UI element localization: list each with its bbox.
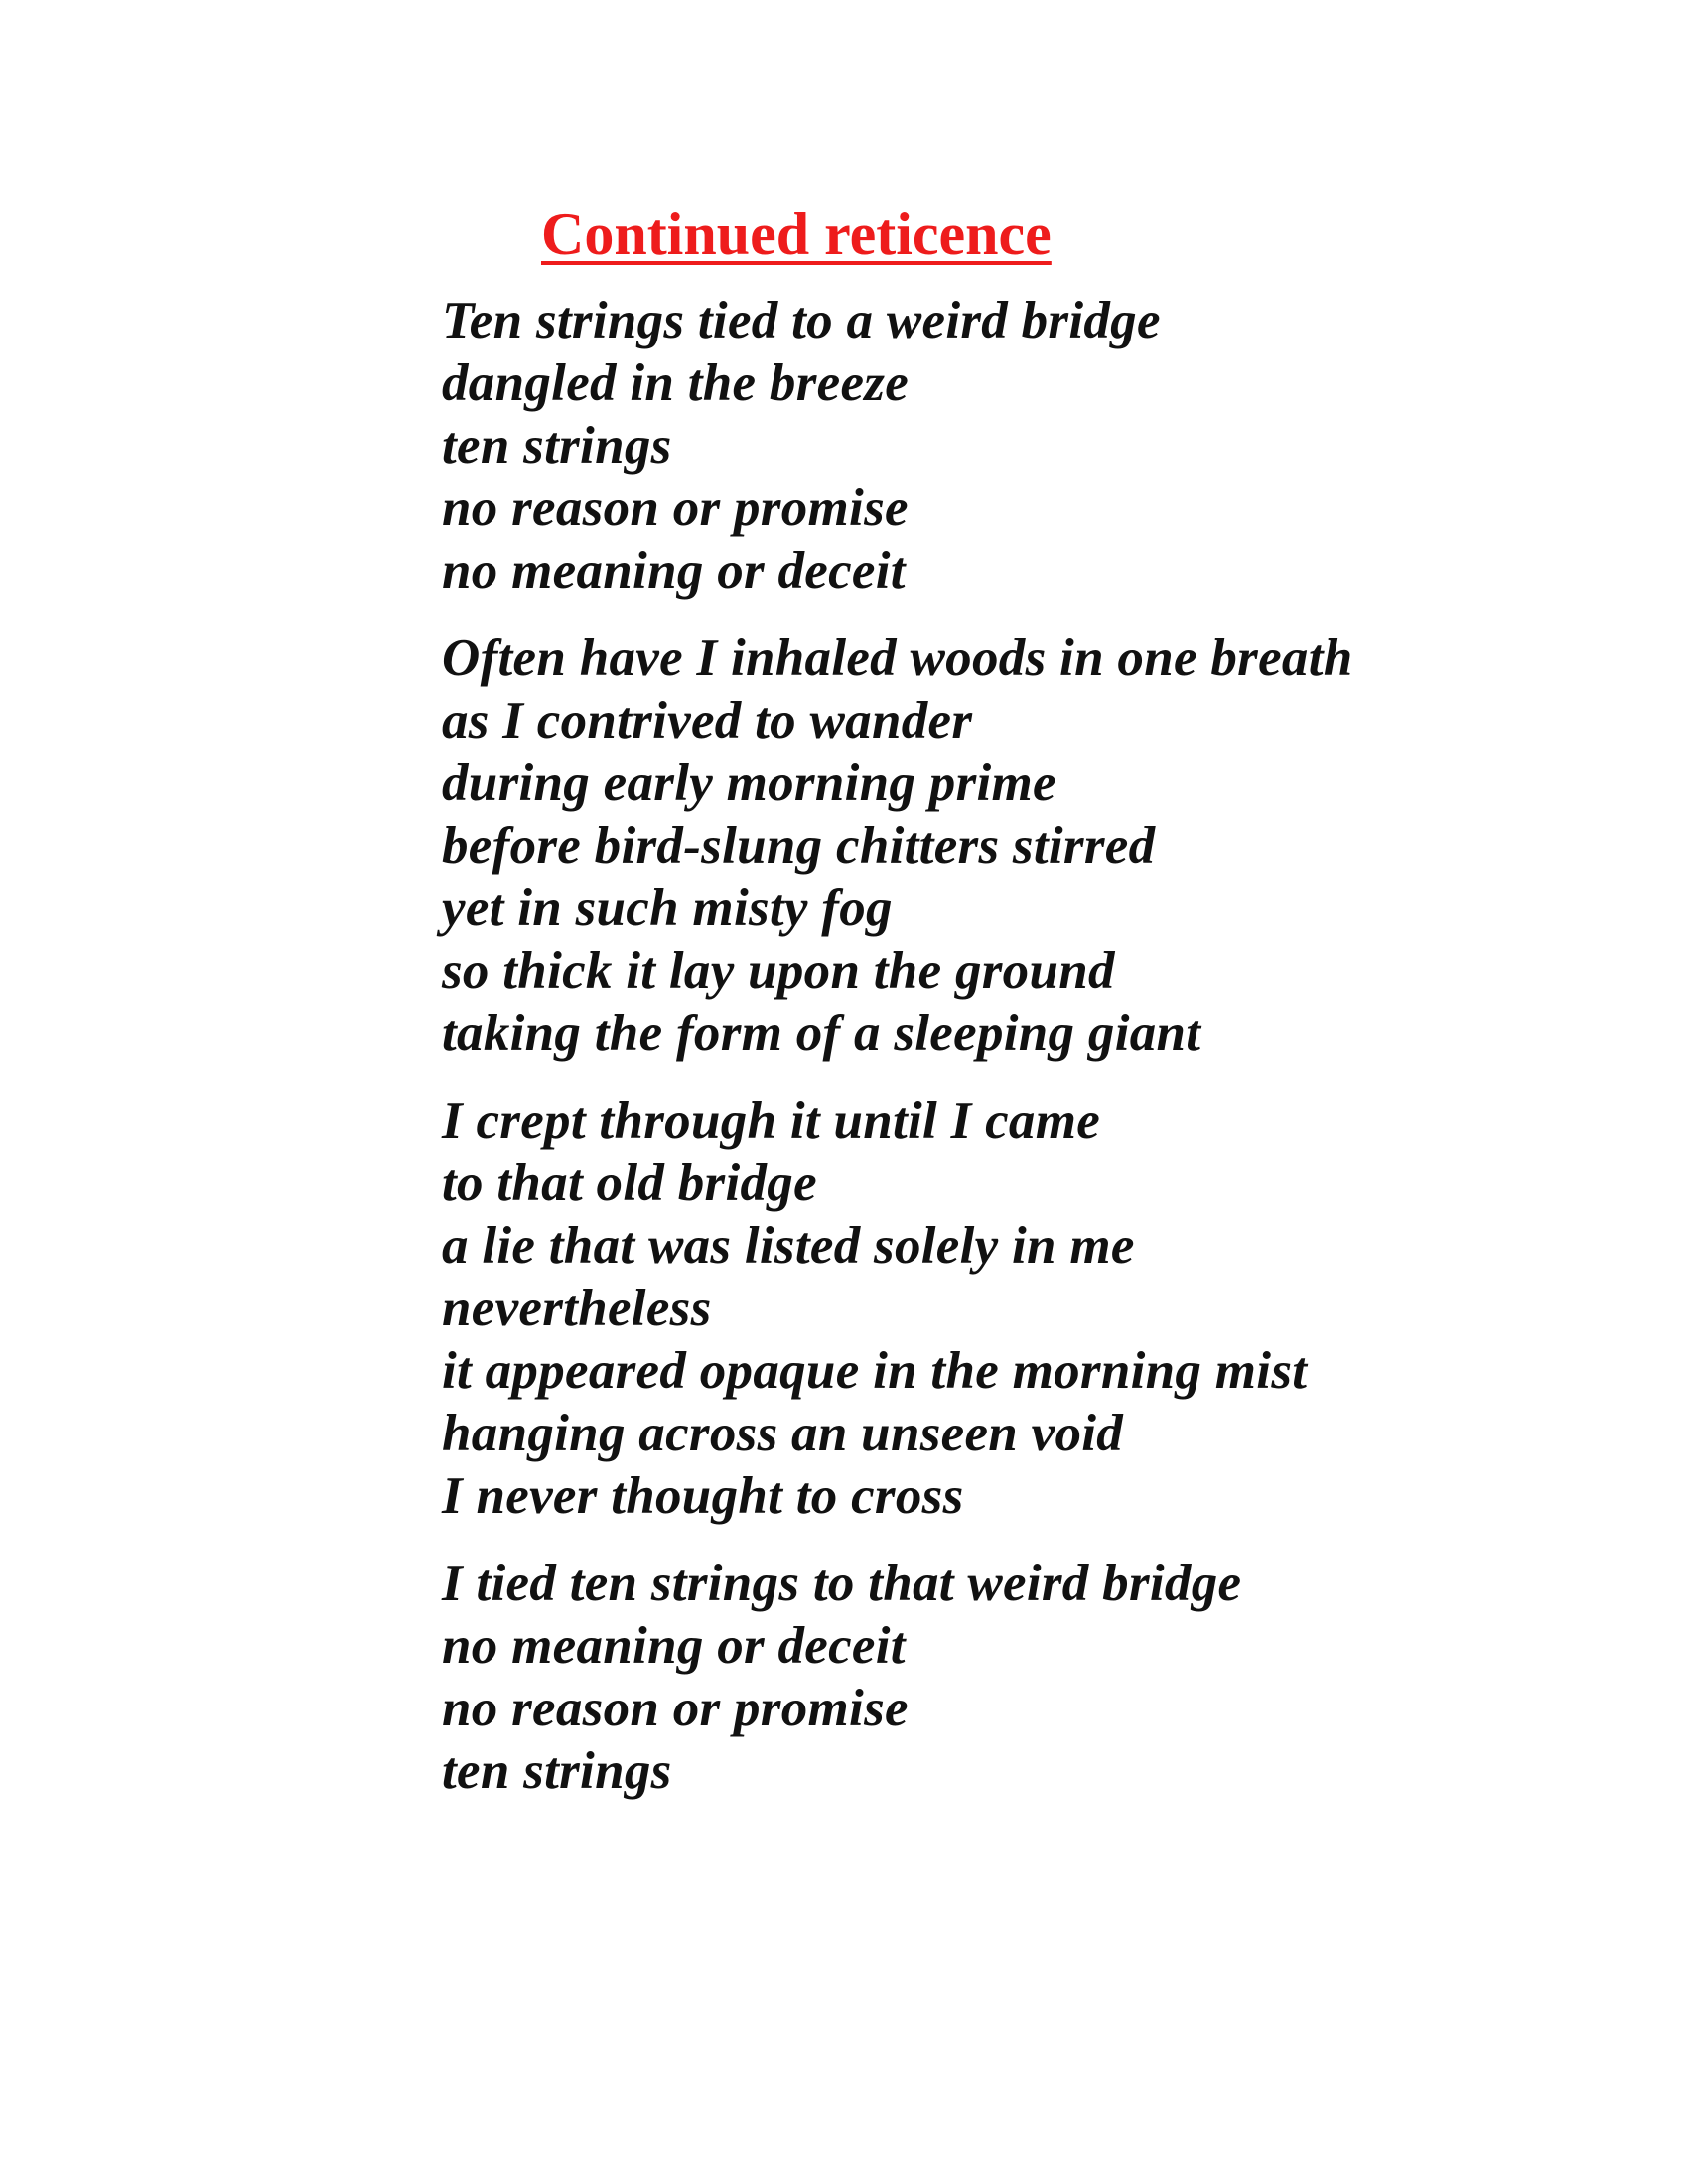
poem-line: I tied ten strings to that weird bridge (442, 1555, 1242, 1612)
stanza-1 (442, 290, 1353, 603)
poem-line: it appeared opaque in the morning mist (442, 1342, 1308, 1400)
poem-line: ten strings (442, 417, 672, 475)
poem-line: Often have I inhaled woods in one breath (442, 629, 1353, 687)
poem-line: I never thought to cross (442, 1467, 964, 1525)
poem-line: dangled in the breeze (442, 354, 910, 412)
poem-title: Continued reticence (541, 202, 1052, 267)
poem-line: Ten strings tied to a weird bridge (442, 292, 1161, 349)
poem-line: hanging across an unseen void (442, 1405, 1124, 1462)
poem-line: yet in such misty fog (442, 880, 893, 937)
poem-line: I crept through it until I came (442, 1092, 1101, 1150)
poem-line: as I contrived to wander (442, 692, 973, 750)
poem-line: a lie that was listed solely in me (442, 1217, 1135, 1275)
poem-line: no meaning or deceit (442, 542, 906, 600)
poem-line: ten strings (442, 1742, 672, 1800)
poem-line: no reason or promise (442, 1680, 909, 1737)
poem-line: no meaning or deceit (442, 1617, 906, 1675)
poem-line: nevertheless (442, 1280, 712, 1337)
poem-line: to that old bridge (442, 1155, 817, 1212)
stanza-2 (442, 627, 1353, 1065)
poem-line: no reason or promise (442, 479, 909, 537)
poem-line: so thick it lay upon the ground (442, 942, 1115, 1000)
stanza-4 (442, 1553, 1353, 1803)
poem-line: before bird-slung chitters stirred (442, 817, 1156, 875)
poem-body (442, 290, 1353, 1828)
poem-line: taking the form of a sleeping giant (442, 1005, 1201, 1062)
poem-line: during early morning prime (442, 754, 1056, 812)
stanza-3 (442, 1090, 1353, 1528)
